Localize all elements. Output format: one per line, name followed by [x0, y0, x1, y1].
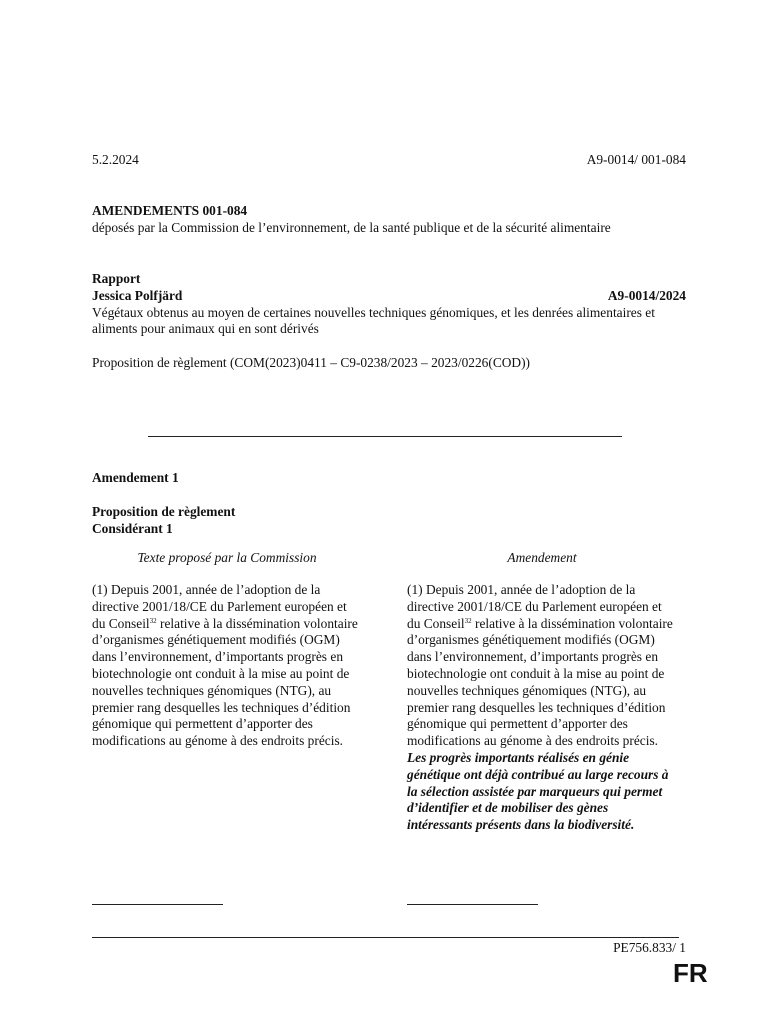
- report-label: Rapport: [92, 271, 141, 286]
- amendment-added-text: Les progrès importants réalisés en génie génétique ont déjà contribué au large recours à la sélection assistée par marqueurs qui permet d’identifier et de mobiliser des gènes intéressants présents dans la biodiversité.: [407, 749, 669, 833]
- amendments-block: [92, 203, 686, 237]
- document-date: 5.2.2024: [92, 152, 139, 167]
- language-code: FR: [673, 958, 708, 988]
- amendment-heading: Amendement 1: [92, 470, 179, 485]
- recital-label: Considérant 1: [92, 520, 173, 536]
- proposal-label: Proposition de règlement: [92, 503, 236, 519]
- column-header-commission: Texte proposé par la Commission: [137, 550, 317, 565]
- rapporteur-row: [92, 288, 686, 305]
- header-row: [92, 152, 686, 169]
- amendment-text-part-b: relative à la dissémination volontaire d’organismes génétiquement modifiés (OGM) dans l’environnement, d’importants progrès en biotechnologie ont conduit à la mise au point de nouvelles techniques génomiques (NTG), au premier rang desquelles les techniques d’édition génomique qui permettent d’apporter des modifications au génome à des endroits précis.: [407, 615, 673, 749]
- commission-footnote-mark: 32: [149, 616, 157, 625]
- amendment-heading-block: [92, 470, 686, 537]
- footnote-rule-right: [407, 904, 538, 905]
- amendment-footnote-mark: 32: [464, 616, 472, 625]
- proposal-reference: Proposition de règlement (COM(2023)0411 – C9-0238/2023 – 2023/0226(COD)): [92, 355, 531, 371]
- report-reference: A9-0014/2024: [607, 287, 686, 303]
- amendment-text-part-a: (1) Depuis 2001, année de l’adoption de la directive 2001/18/CE du Parlement européen et du Conseil: [407, 582, 662, 631]
- report-subject: Végétaux obtenus au moyen de certaines nouvelles techniques génomiques, et les denrées alimentaires et aliments pour animaux qui en sont dérivés: [92, 304, 655, 337]
- amendments-title: AMENDEMENTS 001-084: [92, 203, 248, 218]
- commission-text: [92, 582, 362, 750]
- rapporteur-name: Jessica Polfjärd: [92, 287, 183, 303]
- page-reference: PE756.833/ 1: [613, 940, 686, 955]
- commission-text-part-a: (1) Depuis 2001, année de l’adoption de la directive 2001/18/CE du Parlement européen et du Conseil: [92, 582, 347, 631]
- commission-text-part-b: relative à la dissémination volontaire d’organismes génétiquement modifiés (OGM) dans l’environnement, d’importants progrès en biotechnologie ont conduit à la mise au point de nouvelles techniques génomiques (NTG), au premier rang desquelles les techniques d’édition génomique qui permettent d’apporter des modifications au génome à des endroits précis.: [92, 615, 358, 749]
- separator-line: [148, 436, 622, 437]
- column-header-amendment: Amendement: [507, 550, 577, 565]
- document-reference: A9-0014/ 001-084: [586, 152, 686, 167]
- report-block: [92, 271, 686, 372]
- amendment-text: [407, 582, 677, 834]
- deposited-by: déposés par la Commission de l’environnement, de la santé publique et de la sécurité alimentaire: [92, 219, 611, 235]
- footnote-rule-left: [92, 904, 223, 905]
- footer-rule: [92, 937, 679, 938]
